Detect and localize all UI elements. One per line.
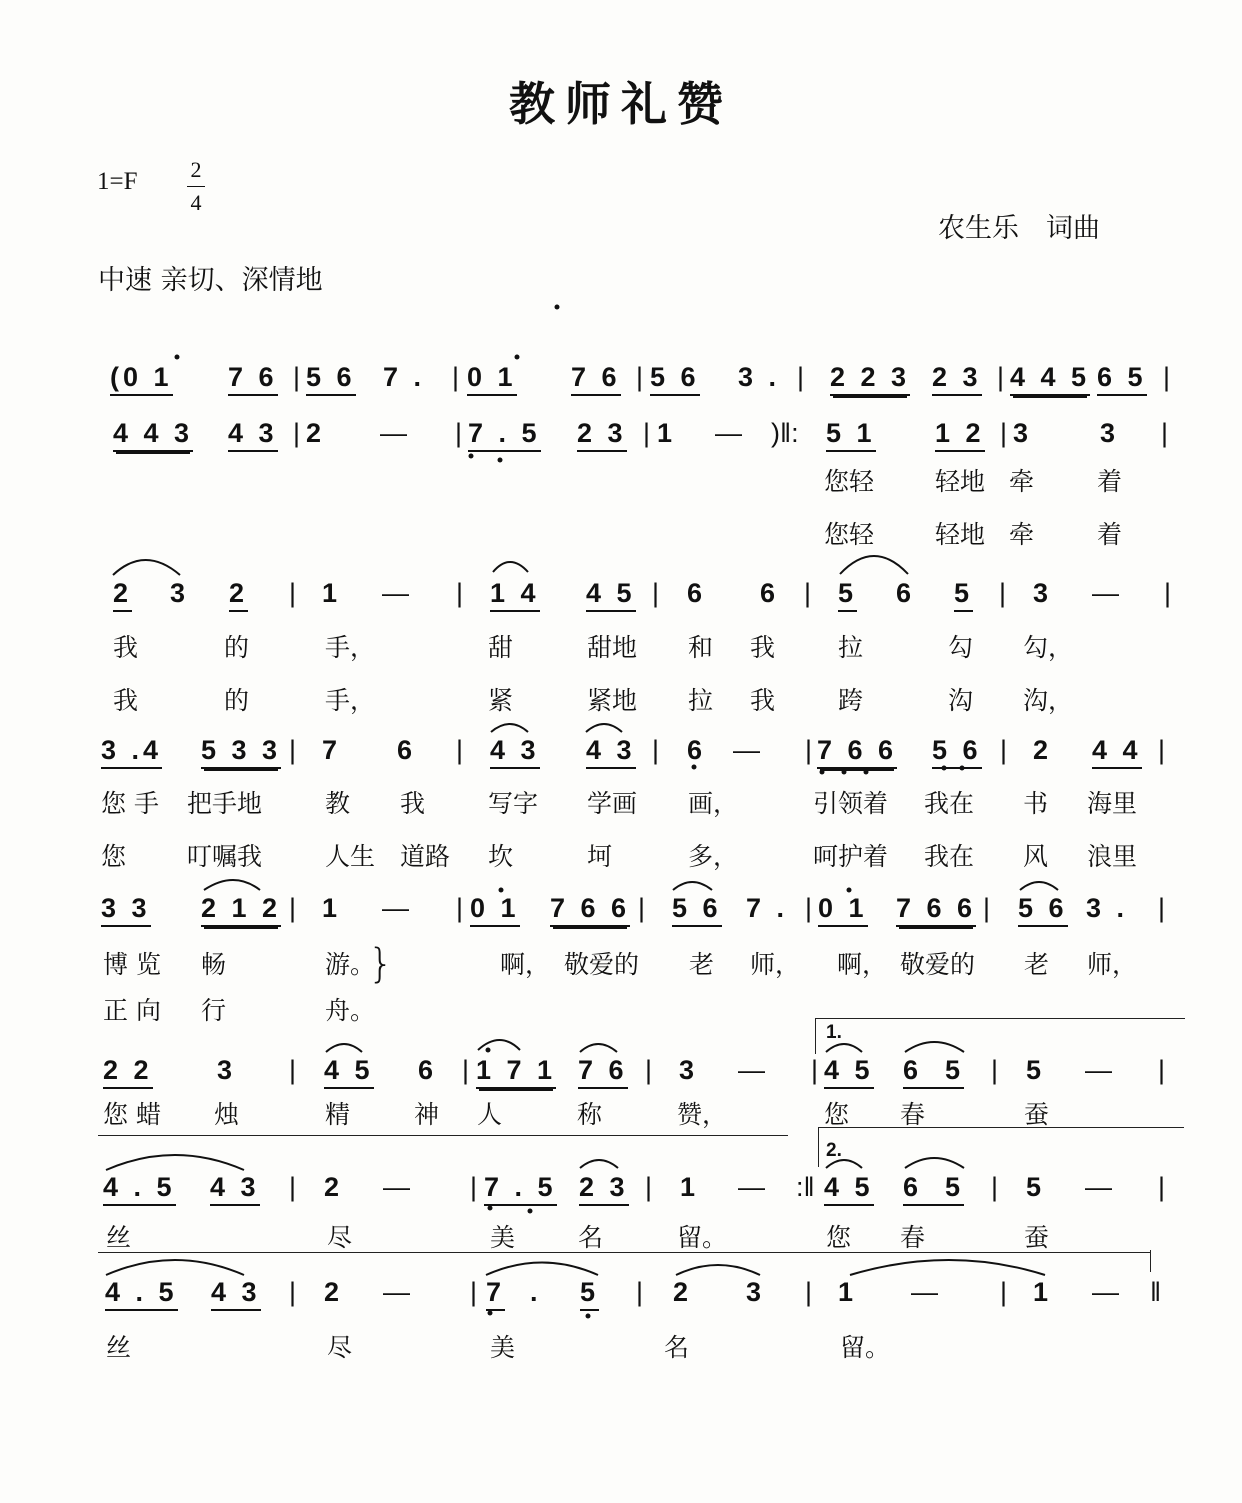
- dash: —: [733, 735, 760, 765]
- note-group: 7 .: [746, 893, 789, 923]
- lyric: 您 蜡: [103, 1100, 161, 1129]
- note-group: 2 1 2: [201, 893, 281, 927]
- dash: —: [383, 1172, 410, 1202]
- low-octave-dot: [864, 770, 869, 775]
- bar-line: |: [470, 1277, 478, 1307]
- lyric: 多，: [688, 842, 739, 871]
- dash: —: [911, 1277, 938, 1307]
- note-group: 4 5: [324, 1055, 374, 1089]
- bar-line: |: [456, 735, 464, 765]
- note-group: 4 5: [586, 578, 636, 612]
- bar-line: |: [804, 578, 812, 608]
- lyric: 海里: [1087, 789, 1138, 818]
- note-group: 6 5: [903, 1055, 964, 1089]
- note-group: 5 6: [306, 362, 356, 396]
- bar-line: |: [638, 893, 646, 923]
- note-group: 2: [229, 578, 248, 612]
- lyric: 我在: [924, 842, 975, 871]
- slur: [478, 1040, 520, 1050]
- lyric: 您: [101, 842, 127, 871]
- note-group: 2: [324, 1172, 344, 1202]
- bar-line: |: [470, 1172, 478, 1202]
- note-group: 6: [687, 578, 707, 608]
- bar-line: |: [1000, 418, 1008, 448]
- note-group: 7 6: [571, 362, 621, 396]
- bar-line: |: [462, 1055, 470, 1085]
- bar-line: |: [452, 362, 460, 392]
- note-group: 4 3: [211, 1277, 261, 1311]
- bar-line: |: [1158, 1055, 1166, 1085]
- repeat-end: :‖: [796, 1172, 815, 1202]
- lyric: 着: [1097, 520, 1123, 549]
- lyric: 拉: [688, 686, 714, 715]
- lyric: 丝: [106, 1333, 132, 1362]
- note-group: 4 . 5: [105, 1277, 178, 1311]
- composer-credit: 农生乐 词曲: [938, 213, 1100, 244]
- note-group: 7 . 5: [468, 418, 541, 452]
- note-group: 6: [397, 735, 417, 765]
- slur: [491, 724, 528, 732]
- lyric: 您轻: [824, 520, 875, 549]
- lyric: 博 览: [103, 950, 161, 979]
- slur: [586, 724, 622, 732]
- note-group: 3: [746, 1277, 766, 1307]
- note-group: 3: [1013, 418, 1033, 448]
- slur: [905, 1042, 964, 1052]
- note-group: 3 .: [1086, 893, 1129, 923]
- note-group: 2 3: [577, 418, 627, 452]
- note-group: 5 1: [826, 418, 876, 452]
- note-group: 1: [838, 1277, 858, 1307]
- note-group: 1: [657, 418, 677, 448]
- note-group: 5 6: [672, 893, 722, 927]
- lyric: 烛: [214, 1100, 240, 1129]
- note-group: 4 3: [210, 1172, 260, 1206]
- note-group: 7 . 5: [484, 1172, 557, 1206]
- lyric: 美: [490, 1333, 516, 1362]
- song-title: 教师礼赞: [509, 77, 733, 131]
- bar-line: |: [1158, 735, 1166, 765]
- lyric: 您 手: [101, 789, 159, 818]
- note-group: 2: [113, 578, 132, 612]
- lyric: 书: [1023, 789, 1049, 818]
- note-group: 7 6: [578, 1055, 628, 1089]
- lyric: 丝: [106, 1223, 132, 1252]
- note-group: 4 4 5: [1010, 362, 1090, 396]
- lyric: 老: [689, 950, 715, 979]
- note-group: 4 5: [824, 1055, 874, 1089]
- bar-line: |: [293, 418, 301, 448]
- bar-line: |: [289, 1277, 297, 1307]
- lyric: 老: [1024, 950, 1050, 979]
- bar-line: |: [997, 362, 1005, 392]
- lyric: 行: [201, 996, 227, 1025]
- bar-line: |: [643, 418, 651, 448]
- note-group: 7: [486, 1277, 505, 1311]
- lyric: 啊，: [837, 950, 888, 979]
- lyric: 美: [490, 1223, 516, 1252]
- note-group: 2: [306, 418, 326, 448]
- lyric: 名: [578, 1223, 604, 1252]
- lyric: 啊，: [500, 950, 551, 979]
- note-group: 5 6: [932, 735, 982, 769]
- high-octave-dot: [515, 355, 520, 360]
- lyric: 正 向: [103, 996, 161, 1025]
- note-group: 4 5: [824, 1172, 874, 1206]
- bar-line: |: [999, 578, 1007, 608]
- note-group: 1: [322, 893, 342, 923]
- note-group: 4 3: [586, 735, 636, 769]
- bar-line: |: [645, 1055, 653, 1085]
- lyric: 的: [224, 686, 250, 715]
- note-group: 7 6 6: [817, 735, 897, 769]
- lyric: 我: [750, 686, 776, 715]
- lyric: 勾，: [1023, 633, 1074, 662]
- lyric: 牵: [1009, 467, 1035, 496]
- slur: [676, 1265, 760, 1275]
- bar-line: |: [652, 735, 660, 765]
- note-group: 3: [1033, 578, 1053, 608]
- low-octave-dot: [960, 766, 965, 771]
- slur: [826, 1160, 862, 1168]
- slurs: [106, 556, 1058, 1275]
- note-group: 6: [418, 1055, 438, 1085]
- lyric: 牵: [1009, 520, 1035, 549]
- lyric: 我: [113, 686, 139, 715]
- bar-line: |: [645, 1172, 653, 1202]
- lyric: 坷: [587, 842, 613, 871]
- bar-line: |: [1161, 418, 1169, 448]
- note-group: 5 3 3: [201, 735, 281, 769]
- high-octave-dot: [486, 1048, 491, 1053]
- bar-line: |: [1158, 1172, 1166, 1202]
- time-bottom: 4: [190, 190, 202, 215]
- bar-line: |: [636, 1277, 644, 1307]
- lyric: 坎: [488, 842, 514, 871]
- lyric: 您轻: [824, 467, 875, 496]
- note-group: 3: [1100, 418, 1120, 448]
- bar-line: |: [805, 1277, 813, 1307]
- note-group: 6: [687, 735, 707, 765]
- lyric: 您: [824, 1100, 850, 1129]
- slur: [486, 1263, 598, 1276]
- note-group: 4 4: [1092, 735, 1142, 769]
- lyric: 手，: [325, 633, 376, 662]
- note-group: 5 6: [650, 362, 700, 396]
- stray-mark: [555, 305, 560, 310]
- lyric: 和: [688, 633, 714, 662]
- note-group: 1 4: [490, 578, 540, 612]
- octave-dots: [175, 305, 965, 1319]
- lyric: 名: [664, 1333, 690, 1362]
- slur: [580, 1044, 617, 1052]
- lyric: 精: [325, 1100, 351, 1129]
- slur: [1020, 882, 1058, 890]
- dash: —: [382, 578, 409, 608]
- volta-2-label: 2.: [826, 1140, 842, 1161]
- volta-1-label: 1.: [826, 1022, 842, 1043]
- note-group: 3: [170, 578, 190, 608]
- dot: .: [530, 1277, 542, 1307]
- bar-line: |: [1164, 578, 1172, 608]
- lyric: 称: [577, 1100, 603, 1129]
- lyric: 风: [1023, 842, 1049, 871]
- note-group: 5: [1026, 1172, 1046, 1202]
- lyric: 春: [900, 1223, 926, 1252]
- note-group: 4 . 5: [103, 1172, 176, 1206]
- bar-line: |: [1000, 735, 1008, 765]
- lyric: 蚕: [1024, 1223, 1050, 1252]
- note-group: 7: [322, 735, 342, 765]
- lyric: 赞，: [677, 1100, 728, 1129]
- lyric: 神: [414, 1100, 440, 1129]
- bar-line: |: [652, 578, 660, 608]
- lyric: 教: [325, 789, 351, 818]
- bar-line: |: [289, 1172, 297, 1202]
- note-group: 1: [322, 578, 342, 608]
- lyric: 轻地: [935, 520, 986, 549]
- lyric: 勾: [948, 633, 974, 662]
- high-octave-dot: [499, 888, 504, 893]
- low-octave-dot: [488, 1206, 493, 1211]
- dash: —: [382, 893, 409, 923]
- note-group: 5 6: [1018, 893, 1068, 927]
- lyric: 手，: [325, 686, 376, 715]
- low-octave-dot: [469, 454, 474, 459]
- dash: —: [1085, 1055, 1112, 1085]
- bar-line: |: [289, 735, 297, 765]
- bar-line: |: [811, 1055, 819, 1085]
- lyric: 学画: [587, 789, 638, 818]
- slur: [905, 1158, 964, 1168]
- lyric: 紧地: [587, 686, 638, 715]
- low-octave-dot: [528, 1209, 533, 1214]
- lyric: 着: [1097, 467, 1123, 496]
- bar-line: |: [1163, 362, 1171, 392]
- lyric: 把手地: [187, 789, 263, 818]
- note-group: 4 3: [228, 418, 278, 452]
- note-group: 7 6 6: [550, 893, 630, 927]
- note-group: 2: [1033, 735, 1053, 765]
- lyric: 敬爱的: [900, 950, 976, 979]
- slur: [840, 556, 908, 574]
- lyric: 我在: [924, 789, 975, 818]
- dash: —: [715, 418, 742, 448]
- slur: [326, 1044, 362, 1052]
- lyric: 游。: [325, 950, 376, 979]
- note-group: 5: [954, 578, 973, 612]
- slur: [673, 882, 712, 890]
- note-group: 2 3: [579, 1172, 629, 1206]
- lyric: 敬爱的: [564, 950, 640, 979]
- lyric: 引领着: [813, 789, 889, 818]
- lyric: 我: [113, 633, 139, 662]
- lyric: 画，: [688, 789, 739, 818]
- bar-line: |: [805, 735, 813, 765]
- bar-line: |: [289, 1055, 297, 1085]
- lyric: 留。: [677, 1223, 728, 1252]
- note-group: 1: [680, 1172, 700, 1202]
- lyric: 的: [224, 633, 250, 662]
- key-signature: 1=F: [97, 168, 138, 195]
- lyric: 您: [826, 1223, 852, 1252]
- lyric: 尽: [327, 1223, 353, 1252]
- lyric: 尽: [327, 1333, 353, 1362]
- repeat-start: )‖:: [771, 418, 799, 448]
- note-group: 6 5: [903, 1172, 964, 1206]
- dash: —: [1092, 1277, 1119, 1307]
- note-group: 2 3: [932, 362, 982, 396]
- lyric: 甜: [488, 633, 514, 662]
- final-barline: ‖: [1150, 1277, 1162, 1307]
- slur: [493, 562, 528, 572]
- note-group: 0 1: [467, 362, 517, 396]
- lyric: 跨: [838, 686, 864, 715]
- note-group: 2 2: [103, 1055, 153, 1089]
- note-group: 5: [838, 578, 857, 612]
- bar-line: |: [991, 1172, 999, 1202]
- lyric: 人: [477, 1100, 503, 1129]
- slur: [580, 1160, 618, 1168]
- slur: [106, 1155, 244, 1170]
- lyric: 蚕: [1024, 1100, 1050, 1129]
- note-group: 6 5: [1097, 362, 1147, 396]
- lyric: 叮嘱我: [187, 842, 263, 871]
- note-group: 4 4 3: [113, 418, 193, 452]
- lyric: 写字: [488, 789, 539, 818]
- lyric: 留。: [840, 1333, 891, 1362]
- high-octave-dot: [175, 355, 180, 360]
- lyric: 拉: [838, 633, 864, 662]
- note-group: 5: [1026, 1055, 1046, 1085]
- low-octave-dot: [488, 1311, 493, 1316]
- lyric: 春: [900, 1100, 926, 1129]
- note-group: 7 6 6: [896, 893, 976, 927]
- dash: —: [738, 1172, 765, 1202]
- slur: [113, 560, 180, 575]
- lyric: 沟，: [1023, 686, 1074, 715]
- low-octave-dot: [820, 770, 825, 775]
- bar-line: |: [797, 362, 805, 392]
- bar-line: |: [289, 893, 297, 923]
- slur: [204, 880, 260, 890]
- lyric: 人生: [325, 842, 376, 871]
- bar-line: |: [456, 578, 464, 608]
- note-group: 4 3: [490, 735, 540, 769]
- lyric: 浪里: [1087, 842, 1138, 871]
- bar-line: |: [456, 893, 464, 923]
- dash: —: [1085, 1172, 1112, 1202]
- note-group: 1 2: [935, 418, 985, 452]
- lyric: 畅: [201, 950, 227, 979]
- lyric: 道路: [400, 842, 451, 871]
- note-group: 6: [760, 578, 780, 608]
- bar-line: |: [1000, 1277, 1008, 1307]
- bar-line: |: [293, 362, 301, 392]
- low-octave-dot: [586, 1314, 591, 1319]
- lyric: 我: [400, 789, 426, 818]
- bar-line: |: [455, 418, 463, 448]
- low-octave-dot: [498, 458, 503, 463]
- bar-line: |: [1158, 893, 1166, 923]
- lyric: 师，: [750, 950, 801, 979]
- lyric: 紧: [488, 686, 514, 715]
- dash: —: [738, 1055, 765, 1085]
- lyric: 师，: [1087, 950, 1138, 979]
- lyric: 甜地: [587, 633, 638, 662]
- note-group: 2: [673, 1277, 693, 1307]
- brace: }: [368, 941, 394, 987]
- low-octave-dot: [692, 765, 697, 770]
- dash: —: [383, 1277, 410, 1307]
- tempo-marking: 中速 亲切、深情地: [98, 265, 323, 296]
- slur: [850, 1260, 1045, 1275]
- lyric: 呵护着: [813, 842, 889, 871]
- note-group: 3 .4: [101, 735, 162, 769]
- lyric: 舟。: [325, 996, 376, 1025]
- note-group: 6: [896, 578, 916, 608]
- note-group: 3: [217, 1055, 237, 1085]
- note-group: 1: [1033, 1277, 1053, 1307]
- dash: —: [380, 418, 407, 448]
- note-group: 3 .: [738, 362, 781, 392]
- bar-line: |: [805, 893, 813, 923]
- note-group: 7 .: [383, 362, 426, 392]
- low-octave-dot: [942, 766, 947, 771]
- note-group: 0 1: [470, 893, 520, 927]
- low-octave-dot: [842, 770, 847, 775]
- note-group: 5: [580, 1277, 599, 1311]
- note-group: 2: [324, 1277, 344, 1307]
- bar-line: |: [636, 362, 644, 392]
- lyric: 我: [750, 633, 776, 662]
- bar-line: |: [289, 578, 297, 608]
- note-group: 0 1: [818, 893, 868, 927]
- note-group: 3 3: [101, 893, 151, 927]
- note-group: 3: [679, 1055, 699, 1085]
- note-group: (0 1: [110, 362, 173, 396]
- bar-line: |: [991, 1055, 999, 1085]
- note-group: 2 2 3: [830, 362, 910, 396]
- high-octave-dot: [847, 888, 852, 893]
- lyric: 沟: [948, 686, 974, 715]
- lyric: 轻地: [935, 467, 986, 496]
- note-group: 1 7 1: [476, 1055, 556, 1089]
- dash: —: [1092, 578, 1119, 608]
- note-group: 7 6: [228, 362, 278, 396]
- time-top: 2: [190, 157, 202, 182]
- slur: [826, 1044, 862, 1052]
- slur: [106, 1260, 244, 1275]
- bar-line: |: [983, 893, 991, 923]
